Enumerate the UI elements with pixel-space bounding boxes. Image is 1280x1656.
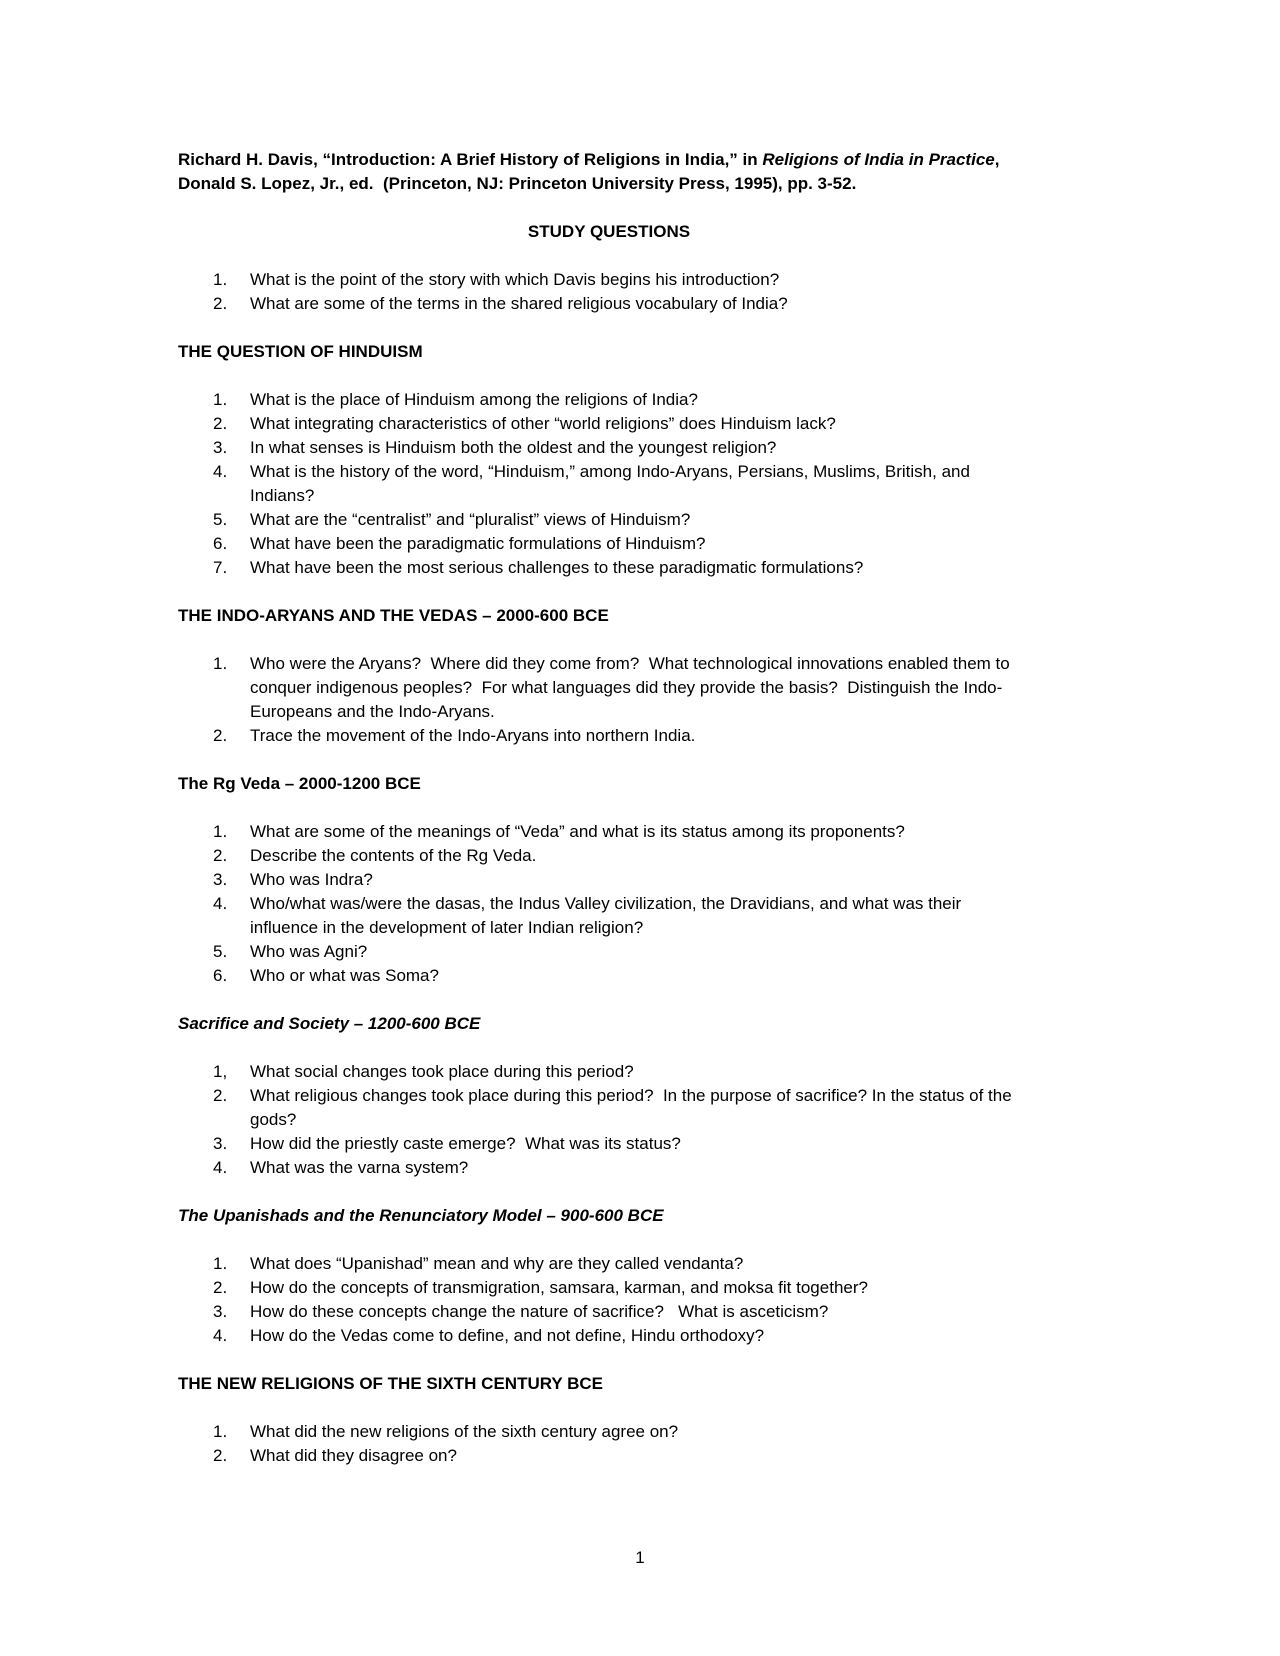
page-number: 1 — [635, 1548, 645, 1567]
question-text: In what senses is Hinduism both the oldest and the youngest religion? — [250, 438, 777, 457]
question-text: Who were the Aryans? Where did they come from? What technological innovations enabled them to conquer indigenous peoples? For what languages did they provide the basis? Distinguish the Indo-Europeans and the Indo-Aryans. — [250, 654, 1015, 721]
question-number: 4. — [213, 1326, 228, 1345]
citation-part-3: , Donald S. Lopez, Jr., ed. (Princeton, NJ: Princeton University Press, 1995), pp. 3-52. — [178, 150, 1005, 193]
question-number: 3. — [213, 1134, 228, 1153]
indo-aryans-questions-list — [178, 652, 1040, 748]
question-number: 4. — [213, 462, 228, 481]
question-text: What does “Upanishad” mean and why are they called vendanta? — [250, 1254, 744, 1273]
question-text: What social changes took place during this period? — [250, 1062, 634, 1081]
question-text: What are some of the meanings of “Veda” and what is its status among its proponents? — [250, 822, 905, 841]
question-number: 2. — [213, 1278, 228, 1297]
question-text: Who was Agni? — [250, 942, 368, 961]
question-item — [178, 1420, 1040, 1444]
question-item — [178, 532, 1040, 556]
question-number: 1. — [213, 1254, 228, 1273]
question-item — [178, 508, 1040, 532]
question-item — [178, 292, 1040, 316]
section-heading-indo-aryans-vedas: THE INDO-ARYANS AND THE VEDAS – 2000-600 BCE — [178, 606, 609, 625]
section-heading-upanishads: The Upanishads and the Renunciatory Model – 900-600 BCE — [178, 1206, 664, 1225]
question-text: What was the varna system? — [250, 1158, 469, 1177]
question-number: 2. — [213, 1446, 228, 1465]
citation-book-title: Religions of India in Practice — [762, 150, 995, 169]
question-item — [178, 1156, 1040, 1180]
hinduism-questions-list — [178, 388, 1040, 580]
question-item — [178, 1276, 1040, 1300]
question-text: Who/what was/were the dasas, the Indus Valley civilization, the Dravidians, and what was their influence in the development of later Indian religion? — [250, 894, 966, 937]
sacrifice-society-questions-list — [178, 1060, 1040, 1180]
section-heading-new-religions: THE NEW RELIGIONS OF THE SIXTH CENTURY BCE — [178, 1374, 604, 1393]
upanishads-questions-list — [178, 1252, 1040, 1348]
citation-part-1: Richard H. Davis, “Introduction: A Brief History of Religions in India,” in — [178, 150, 763, 169]
question-text: Trace the movement of the Indo-Aryans into northern India. — [250, 726, 696, 745]
question-text: How do the concepts of transmigration, samsara, karman, and moksa fit together? — [250, 1278, 868, 1297]
question-item — [178, 436, 1040, 460]
question-item — [178, 820, 1040, 844]
question-item — [178, 1324, 1040, 1348]
question-number: 3. — [213, 870, 228, 889]
question-text: What did they disagree on? — [250, 1446, 457, 1465]
section-heading-sacrifice-society: Sacrifice and Society – 1200-600 BCE — [178, 1014, 481, 1033]
question-text: What is the place of Hinduism among the religions of India? — [250, 390, 698, 409]
question-text: What is the history of the word, “Hinduism,” among Indo-Aryans, Persians, Muslims, British, and Indians? — [250, 462, 975, 505]
question-item — [178, 844, 1040, 868]
question-number: 2. — [213, 414, 228, 433]
question-number: 1. — [213, 270, 228, 289]
question-item — [178, 940, 1040, 964]
question-text: What is the point of the story with which Davis begins his introduction? — [250, 270, 780, 289]
question-number: 1. — [213, 822, 228, 841]
question-number: 4. — [213, 1158, 228, 1177]
question-item — [178, 268, 1040, 292]
question-number: 4. — [213, 894, 228, 913]
question-item — [178, 1252, 1040, 1276]
section-heading-rg-veda: The Rg Veda – 2000-1200 BCE — [178, 774, 421, 793]
question-text: What integrating characteristics of other “world religions” does Hinduism lack? — [250, 414, 836, 433]
question-number: 3. — [213, 438, 228, 457]
question-item — [178, 1060, 1040, 1084]
section-heading-question-of-hinduism: THE QUESTION OF HINDUISM — [178, 342, 423, 361]
question-item — [178, 1132, 1040, 1156]
question-number: 2. — [213, 846, 228, 865]
question-text: Who was Indra? — [250, 870, 373, 889]
study-questions-heading: STUDY QUESTIONS — [527, 222, 691, 241]
question-number: 6. — [213, 534, 228, 553]
question-item — [178, 1300, 1040, 1324]
question-number: 1, — [213, 1062, 228, 1081]
question-item — [178, 388, 1040, 412]
question-text: What religious changes took place during this period? In the purpose of sacrifice? In the status of the gods? — [250, 1086, 1017, 1129]
question-text: What are some of the terms in the shared religious vocabulary of India? — [250, 294, 788, 313]
question-item — [178, 652, 1040, 724]
question-item — [178, 868, 1040, 892]
question-item — [178, 1444, 1040, 1468]
question-text: How do these concepts change the nature of sacrifice? What is asceticism? — [250, 1302, 829, 1321]
question-item — [178, 1084, 1040, 1132]
question-number: 5. — [213, 942, 228, 961]
question-text: How do the Vedas come to define, and not define, Hindu orthodoxy? — [250, 1326, 765, 1345]
question-item — [178, 964, 1040, 988]
question-text: What have been the most serious challenges to these paradigmatic formulations? — [250, 558, 864, 577]
question-text: What did the new religions of the sixth century agree on? — [250, 1422, 679, 1441]
question-number: 2. — [213, 1086, 228, 1105]
question-item — [178, 556, 1040, 580]
citation — [178, 148, 1040, 196]
question-text: Describe the contents of the Rg Veda. — [250, 846, 537, 865]
intro-questions-list — [178, 268, 1040, 316]
question-number: 1. — [213, 1422, 228, 1441]
question-number: 6. — [213, 966, 228, 985]
question-text: What are the “centralist” and “pluralist” views of Hinduism? — [250, 510, 691, 529]
question-number: 2. — [213, 726, 228, 745]
question-item — [178, 892, 1040, 940]
question-item — [178, 460, 1040, 508]
document-page — [178, 148, 1040, 1492]
question-item — [178, 724, 1040, 748]
question-number: 1. — [213, 654, 228, 673]
question-text: Who or what was Soma? — [250, 966, 439, 985]
question-number: 3. — [213, 1302, 228, 1321]
question-number: 1. — [213, 390, 228, 409]
question-number: 7. — [213, 558, 228, 577]
new-religions-questions-list — [178, 1420, 1040, 1468]
question-number: 2. — [213, 294, 228, 313]
question-item — [178, 412, 1040, 436]
question-text: What have been the paradigmatic formulations of Hinduism? — [250, 534, 706, 553]
question-number: 5. — [213, 510, 228, 529]
question-text: How did the priestly caste emerge? What was its status? — [250, 1134, 681, 1153]
rg-veda-questions-list — [178, 820, 1040, 988]
